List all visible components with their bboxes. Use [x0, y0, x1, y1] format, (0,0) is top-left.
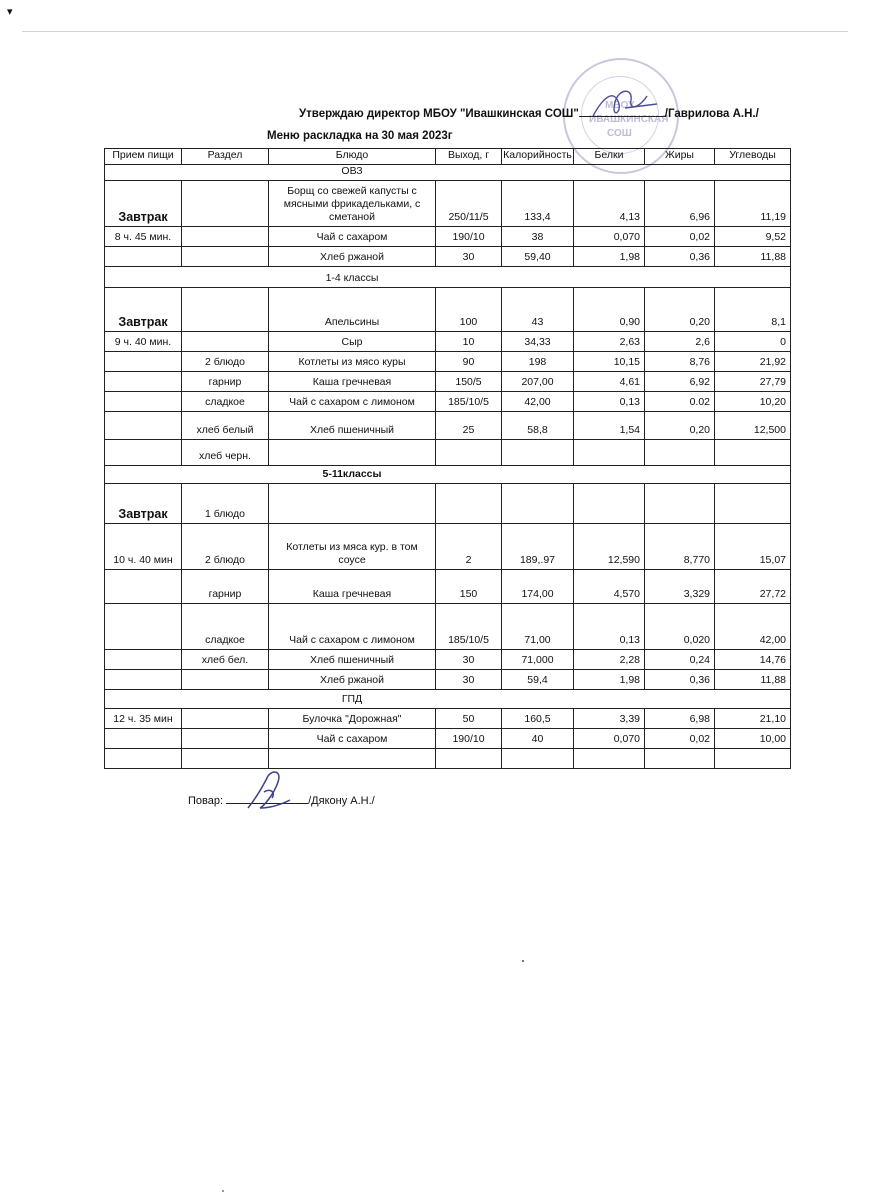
table-row: [105, 332, 791, 352]
scan-speck: [522, 960, 524, 962]
col-header: Белки: [574, 149, 645, 165]
table-row: [105, 372, 791, 392]
cell-protein: 4,13: [574, 181, 645, 227]
cell-kcal: 174,00: [502, 570, 574, 604]
cell-yield: 30: [436, 670, 502, 690]
director-signature: [585, 84, 665, 124]
scan-corner-mark: ▾: [7, 6, 13, 18]
stamp-line-2: ИВАШКИНСКАЯ: [589, 114, 669, 125]
cell-kcal: 59,4: [502, 670, 574, 690]
cell-protein: 1,98: [574, 247, 645, 267]
cell-section: 2 блюдо: [182, 352, 269, 372]
cell-fat: 0.02: [645, 392, 715, 412]
section-row-gpd: [105, 690, 791, 709]
cell-kcal: [502, 484, 574, 524]
cell-dish: Хлеб ржаной: [269, 247, 436, 267]
cell-carbs: 11,88: [715, 670, 791, 690]
cell-dish: Котлеты из мяса кур. в том соусе: [269, 524, 436, 570]
cell-meal: Завтрак: [105, 181, 182, 227]
cell-kcal: 40: [502, 729, 574, 749]
cell-fat: 2,6: [645, 332, 715, 352]
cell-protein: 0,13: [574, 392, 645, 412]
cell-carbs: 10,20: [715, 392, 791, 412]
cell-yield: 250/11/5: [436, 181, 502, 227]
cell-meal: 12 ч. 35 мин: [105, 709, 182, 729]
cell-meal: [105, 440, 182, 466]
cell-yield: [436, 440, 502, 466]
col-header: Выход, г: [436, 149, 502, 165]
table-row: [105, 181, 791, 227]
cell-kcal: 43: [502, 288, 574, 332]
cell-yield: [436, 484, 502, 524]
table-row: [105, 227, 791, 247]
table-row: [105, 709, 791, 729]
cell-dish: Хлеб пшеничный: [269, 650, 436, 670]
cell-section: хлеб черн.: [182, 440, 269, 466]
section-row-5-11: [105, 466, 791, 484]
grades-1-4-rows: [105, 288, 791, 466]
cell-dish: Борщ со свежей капусты с мясными фрикадельками, с сметаной: [269, 181, 436, 227]
cell-section: хлеб бел.: [182, 650, 269, 670]
cell-kcal: 71,00: [502, 604, 574, 650]
cell-protein: 3,39: [574, 709, 645, 729]
cell-fat: 8,770: [645, 524, 715, 570]
cell-section: [182, 332, 269, 352]
table-row: [105, 670, 791, 690]
cell-protein: 4,61: [574, 372, 645, 392]
cell-protein: 0,070: [574, 729, 645, 749]
cell-section: [182, 288, 269, 332]
section-title: 1-4 классы: [269, 267, 436, 288]
cell-section: 2 блюдо: [182, 524, 269, 570]
approval-text: Утверждаю директор МБОУ "Ивашкинская СОШ": [299, 108, 579, 120]
cell-section: гарнир: [182, 570, 269, 604]
cell-meal: [105, 372, 182, 392]
cell-meal: [105, 570, 182, 604]
cell-fat: 0,20: [645, 288, 715, 332]
cell-dish: [269, 440, 436, 466]
section-row-1-4: [105, 267, 791, 288]
table-row: [105, 484, 791, 524]
cell-carbs: [715, 440, 791, 466]
table-row: [105, 604, 791, 650]
cell-meal: Завтрак: [105, 484, 182, 524]
cell-dish: Хлеб ржаной: [269, 670, 436, 690]
cell-yield: 30: [436, 650, 502, 670]
approval-line: [299, 106, 759, 120]
table-row: [105, 524, 791, 570]
cell-fat: 8,76: [645, 352, 715, 372]
cell-protein: 0,90: [574, 288, 645, 332]
cell-kcal: 207,00: [502, 372, 574, 392]
cell-carbs: 8,1: [715, 288, 791, 332]
cell-section: [182, 227, 269, 247]
cell-fat: 0,24: [645, 650, 715, 670]
stamp-line-1: МБОУ: [605, 100, 635, 111]
cell-section: [182, 670, 269, 690]
cell-dish: Апельсины: [269, 288, 436, 332]
cell-carbs: [715, 484, 791, 524]
cell-dish: Каша гречневая: [269, 372, 436, 392]
scan-edge-line: [22, 31, 848, 32]
cell-protein: 4,570: [574, 570, 645, 604]
grades-5-11-rows: [105, 484, 791, 690]
section-gpd: [105, 690, 791, 709]
col-header: Прием пищи: [105, 149, 182, 165]
cell-carbs: 0: [715, 332, 791, 352]
menu-table-body: [105, 149, 791, 181]
cell-protein: [574, 440, 645, 466]
col-header: Углеводы: [715, 149, 791, 165]
section-title: ГПД: [269, 690, 436, 709]
cell-meal: [105, 392, 182, 412]
table-row: [105, 729, 791, 749]
cell-yield: 50: [436, 709, 502, 729]
cell-section: [182, 749, 269, 769]
cell-dish: Чай с сахаром с лимоном: [269, 604, 436, 650]
cell-section: сладкое: [182, 604, 269, 650]
cell-yield: 100: [436, 288, 502, 332]
cell-carbs: 42,00: [715, 604, 791, 650]
cell-protein: [574, 484, 645, 524]
cell-carbs: 21,92: [715, 352, 791, 372]
table-row: [105, 288, 791, 332]
cell-meal: 9 ч. 40 мин.: [105, 332, 182, 352]
cell-carbs: 11,88: [715, 247, 791, 267]
cell-yield: 30: [436, 247, 502, 267]
ovz-rows: [105, 181, 791, 267]
table-row: [105, 570, 791, 604]
cell-dish: Котлеты из мясо куры: [269, 352, 436, 372]
cell-kcal: 189,.97: [502, 524, 574, 570]
cell-section: сладкое: [182, 392, 269, 412]
cell-fat: 6,98: [645, 709, 715, 729]
cell-dish: Чай с сахаром: [269, 227, 436, 247]
cell-dish: Булочка "Дорожная": [269, 709, 436, 729]
cell-kcal: [502, 749, 574, 769]
cell-kcal: 198: [502, 352, 574, 372]
table-row: [105, 412, 791, 440]
cell-fat: 0,02: [645, 729, 715, 749]
cell-section: [182, 729, 269, 749]
cell-yield: 185/10/5: [436, 392, 502, 412]
col-header: Блюдо: [269, 149, 436, 165]
cell-yield: 150/5: [436, 372, 502, 392]
cell-fat: [645, 484, 715, 524]
menu-table: [104, 148, 791, 769]
cell-section: [182, 247, 269, 267]
cell-yield: 185/10/5: [436, 604, 502, 650]
cell-meal: [105, 604, 182, 650]
cell-protein: 2,28: [574, 650, 645, 670]
cell-fat: 6,96: [645, 181, 715, 227]
section-5-11: [105, 466, 791, 484]
cell-meal: [105, 352, 182, 372]
cell-protein: 1,98: [574, 670, 645, 690]
cell-meal: 8 ч. 45 мин.: [105, 227, 182, 247]
cell-carbs: 9,52: [715, 227, 791, 247]
section-title: 5-11классы: [269, 466, 436, 484]
cell-kcal: 38: [502, 227, 574, 247]
stamp-line-3: СОШ: [607, 128, 632, 139]
section-row-ovz: [105, 165, 791, 181]
cell-yield: 190/10: [436, 729, 502, 749]
cell-meal: [105, 729, 182, 749]
cell-yield: 190/10: [436, 227, 502, 247]
cell-carbs: 10,00: [715, 729, 791, 749]
cell-dish: Чай с сахаром: [269, 729, 436, 749]
section-title: ОВЗ: [269, 165, 436, 181]
cell-protein: 1,54: [574, 412, 645, 440]
cell-section: хлеб белый: [182, 412, 269, 440]
table-row: [105, 392, 791, 412]
cell-dish: Хлеб пшеничный: [269, 412, 436, 440]
table-row: [105, 440, 791, 466]
col-header: Жиры: [645, 149, 715, 165]
director-name: /Гаврилова А.Н./: [664, 108, 759, 120]
cell-fat: 0,36: [645, 670, 715, 690]
table-row: [105, 247, 791, 267]
col-header: Раздел: [182, 149, 269, 165]
cell-yield: 90: [436, 352, 502, 372]
cell-dish: [269, 749, 436, 769]
cell-dish: Сыр: [269, 332, 436, 352]
cell-protein: 0,070: [574, 227, 645, 247]
table-row: [105, 749, 791, 769]
cell-kcal: 42,00: [502, 392, 574, 412]
cell-fat: [645, 749, 715, 769]
gpd-rows: [105, 709, 791, 769]
cell-fat: 0,02: [645, 227, 715, 247]
cell-protein: 12,590: [574, 524, 645, 570]
cell-yield: 10: [436, 332, 502, 352]
cell-carbs: 15,07: [715, 524, 791, 570]
cell-kcal: [502, 440, 574, 466]
col-header: Калорийность: [502, 149, 574, 165]
cell-carbs: 21,10: [715, 709, 791, 729]
cell-protein: 2,63: [574, 332, 645, 352]
cell-kcal: 58,8: [502, 412, 574, 440]
cell-carbs: 11,19: [715, 181, 791, 227]
cell-kcal: 160,5: [502, 709, 574, 729]
cell-meal: [105, 650, 182, 670]
cell-fat: 0,36: [645, 247, 715, 267]
cell-kcal: 71,000: [502, 650, 574, 670]
cell-fat: 3,329: [645, 570, 715, 604]
cell-yield: 2: [436, 524, 502, 570]
section-1-4: [105, 267, 791, 288]
cell-kcal: 59,40: [502, 247, 574, 267]
cell-kcal: 133,4: [502, 181, 574, 227]
cell-dish: Каша гречневая: [269, 570, 436, 604]
cell-fat: [645, 440, 715, 466]
scan-speck: [222, 1190, 224, 1192]
cell-fat: 6,92: [645, 372, 715, 392]
table-header-row: [105, 149, 791, 165]
cell-yield: 150: [436, 570, 502, 604]
cell-carbs: 14,76: [715, 650, 791, 670]
cell-dish: [269, 484, 436, 524]
cell-meal: [105, 412, 182, 440]
cell-yield: [436, 749, 502, 769]
cell-section: [182, 181, 269, 227]
cell-section: 1 блюдо: [182, 484, 269, 524]
cell-section: [182, 709, 269, 729]
cell-meal: [105, 670, 182, 690]
cell-fat: 0,20: [645, 412, 715, 440]
cell-carbs: 12,500: [715, 412, 791, 440]
cook-label: Повар:: [188, 795, 224, 807]
cell-protein: [574, 749, 645, 769]
cell-meal: Завтрак: [105, 288, 182, 332]
table-row: [105, 650, 791, 670]
cell-kcal: 34,33: [502, 332, 574, 352]
cook-signature: [238, 768, 302, 816]
cell-meal: [105, 749, 182, 769]
cell-protein: 0,13: [574, 604, 645, 650]
cell-carbs: 27,72: [715, 570, 791, 604]
cell-section: гарнир: [182, 372, 269, 392]
cell-dish: Чай с сахаром с лимоном: [269, 392, 436, 412]
cell-meal: 10 ч. 40 мин: [105, 524, 182, 570]
cell-protein: 10,15: [574, 352, 645, 372]
cell-meal: [105, 247, 182, 267]
cell-yield: 25: [436, 412, 502, 440]
cell-carbs: 27,79: [715, 372, 791, 392]
table-row: [105, 352, 791, 372]
cook-name: /Дякону А.Н./: [308, 795, 375, 807]
cell-carbs: [715, 749, 791, 769]
cell-fat: 0,020: [645, 604, 715, 650]
menu-title: Меню раскладка на 30 мая 2023г: [267, 130, 453, 142]
